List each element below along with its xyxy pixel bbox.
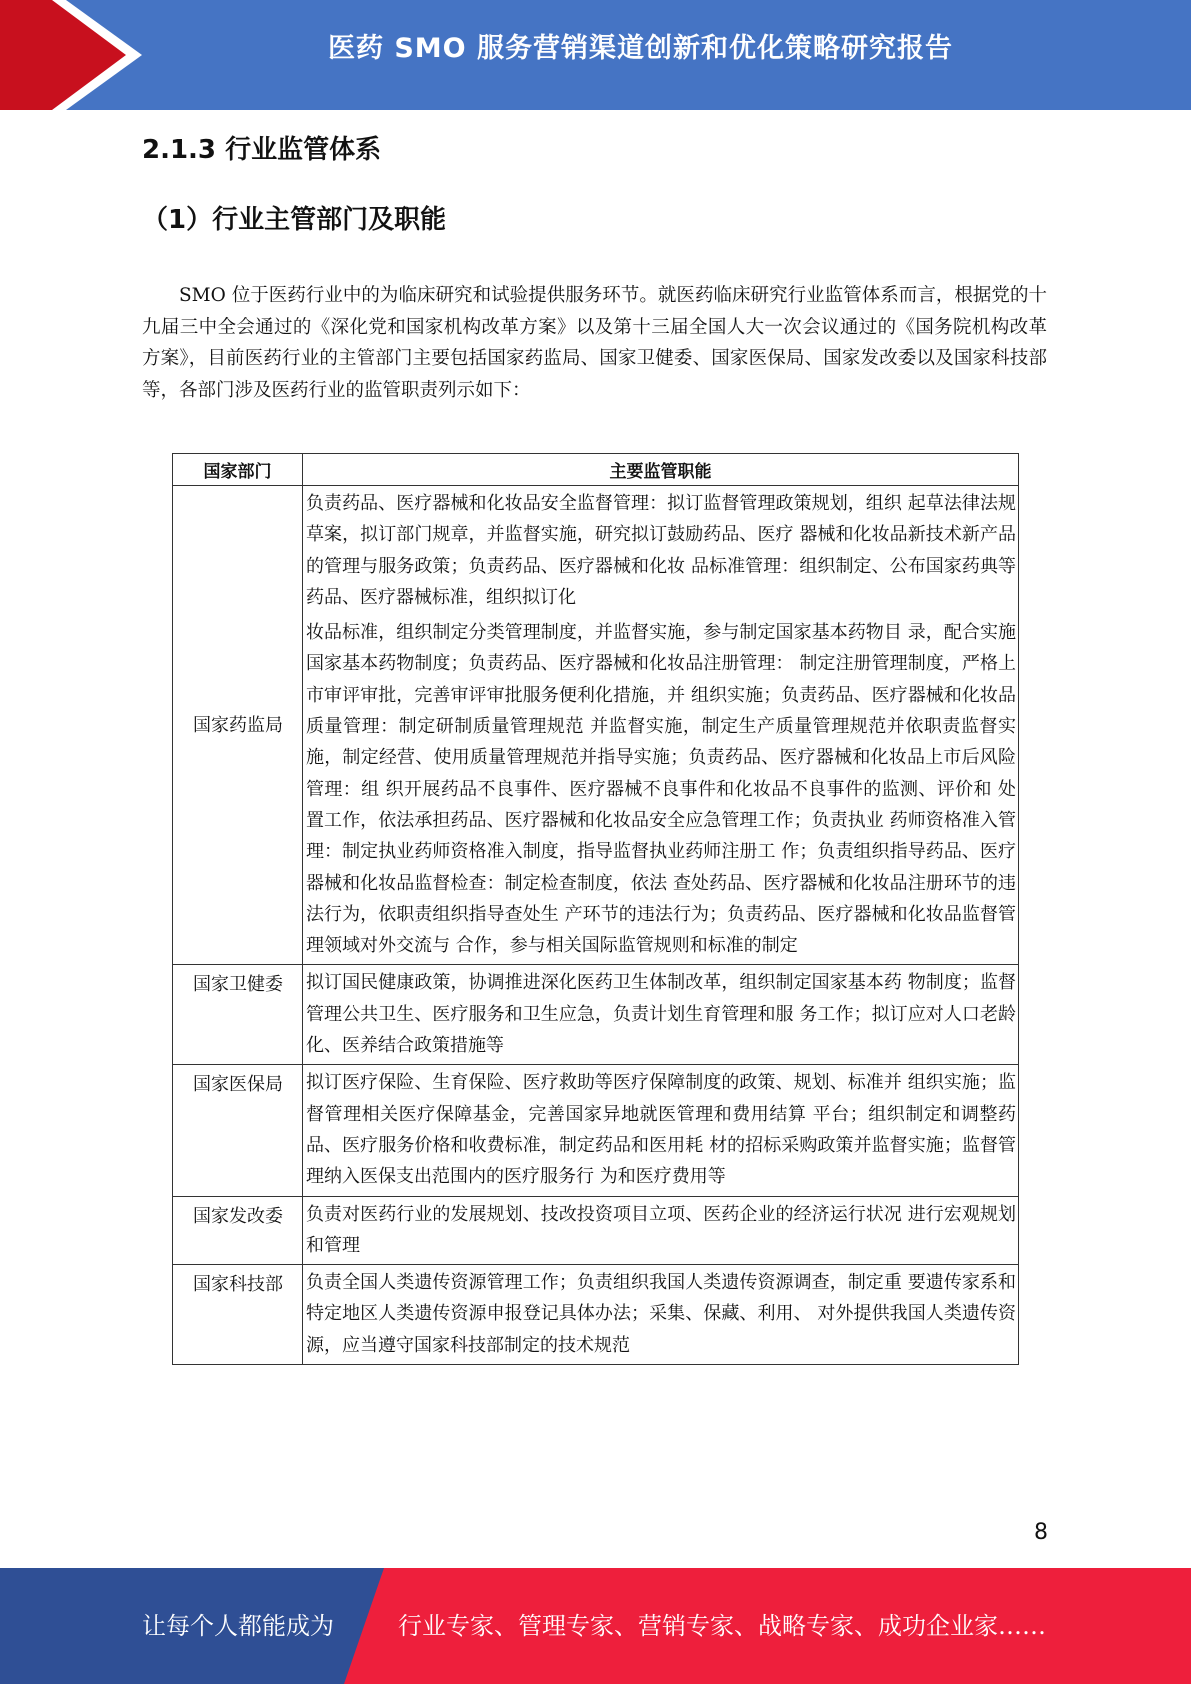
duties-cell [303, 965, 1019, 1065]
page-header [0, 0, 1191, 110]
page-number: 8 [1034, 1520, 1048, 1545]
section-heading: 2.1.3 行业监管体系 [142, 135, 382, 165]
regulatory-table [172, 453, 1019, 1365]
table-row [173, 1196, 1019, 1265]
duties-cell [303, 1065, 1019, 1196]
duties-text: 负责对医药行业的发展规划、技改投资项目立项、医药企业的经济运行状况 进行宏观规划和管理 [306, 1203, 1016, 1256]
table-row [173, 965, 1019, 1065]
dept-cell: 国家医保局 [173, 1065, 303, 1196]
duties-text: 拟订国民健康政策，协调推进深化医药卫生体制改革，组织制定国家基本药 物制度；监督管理公共卫生、医疗服务和卫生应急，负责计划生育管理和服 务工作；拟订应对人口老龄化、医养结合政策措施等 [306, 972, 1016, 1057]
column-header-dept: 国家部门 [173, 454, 303, 486]
duties-cell [303, 1265, 1019, 1365]
subsection-heading: （1）行业主管部门及职能 [142, 205, 447, 235]
footer-slogan-right: 行业专家、管理专家、营销专家、战略专家、成功企业家…… [398, 1612, 1046, 1640]
dept-cell: 国家药监局 [173, 486, 303, 965]
table-row [173, 1065, 1019, 1196]
table-row [173, 1265, 1019, 1365]
dept-cell: 国家科技部 [173, 1265, 303, 1365]
column-header-duties: 主要监管职能 [303, 454, 1019, 486]
duties-cell [303, 486, 1019, 965]
duties-cell [303, 1196, 1019, 1265]
duties-text: 拟订医疗保险、生育保险、医疗救助等医疗保障制度的政策、规划、标准并 组织实施；监督管理相关医疗保障基金，完善国家异地就医管理和费用结算 平台；组织制定和调整药品、医疗服务价格和收费标准，制定药品和医用耗 材的招标采购政策并监督实施；监督管理纳入医保支出范围内的医疗服务行 为和医疗费用等 [306, 1072, 1016, 1188]
duties-text: 妆品标准，组织制定分类管理制度，并监督实施，参与制定国家基本药物目 录，配合实施国家基本药物制度；负责药品、医疗器械和化妆品注册管理： 制定注册管理制度，严格上市审评审批，完善审评审批服务便利化措施，并 组织实施；负责药品、医疗器械和化妆品质量管理：制定研制质量管理规范 并监督实施，制定生产质量管理规范并依职责监督实施，制定经营、使用质量管理规范并指导实施；负责药品、医疗器械和化妆品上市后风险管理：组 织开展药品不良事件、医疗器械不良事件和化妆品不良事件的监测、评价和 处置工作，依法承担药品、医疗器械和化妆品安全应急管理工作；负责执业 药师资格准入管理：制定执业药师资格准入制度，指导监督执业药师注册工 作；负责组织指导药品、医疗器械和化妆品监督检查：制定检查制度，依法 查处药品、医疗器械和化妆品注册环节的违法行为，依职责组织指导查处生 产环节的违法行为；负责药品、医疗器械和化妆品监督管理领域对外交流与 合作，参与相关国际监管规则和标准的制定 [306, 622, 1016, 957]
dept-cell: 国家发改委 [173, 1196, 303, 1265]
page-footer [0, 1568, 1191, 1684]
report-title: 医药 SMO 服务营销渠道创新和优化策略研究报告 [327, 33, 954, 64]
duties-text: 负责药品、医疗器械和化妆品安全监督管理：拟订监督管理政策规划，组织 起草法律法规草案，拟订部门规章，并监督实施，研究拟订鼓励药品、医疗 器械和化妆品新技术新产品的管理与服务政策；负责药品、医疗器械和化妆 品标准管理：组织制定、公布国家药典等药品、医疗器械标准，组织拟订化 [306, 493, 1016, 608]
intro-paragraph: SMO 位于医药行业中的为临床研究和试验提供服务环节。就医药临床研究行业监管体系而言，根据党的十九届三中全会通过的《深化党和国家机构改革方案》以及第十三届全国人大一次会议通过的《国务院机构改革方案》，目前医药行业的主管部门主要包括国家药监局、国家卫健委、国家医保局、国家发改委以及国家科技部等，各部门涉及医药行业的监管职责列示如下： [142, 285, 1047, 401]
table-header-row [173, 454, 1019, 486]
duties-text: 负责全国人类遗传资源管理工作；负责组织我国人类遗传资源调查，制定重 要遗传家系和特定地区人类遗传资源申报登记具体办法；采集、保藏、利用、 对外提供我国人类遗传资源，应当遵守国家科技部制定的技术规范 [306, 1272, 1016, 1356]
dept-cell: 国家卫健委 [173, 965, 303, 1065]
table-row [173, 486, 1019, 965]
header-arrow-decoration [0, 0, 160, 110]
footer-slogan-left: 让每个人都能成为 [142, 1612, 334, 1640]
